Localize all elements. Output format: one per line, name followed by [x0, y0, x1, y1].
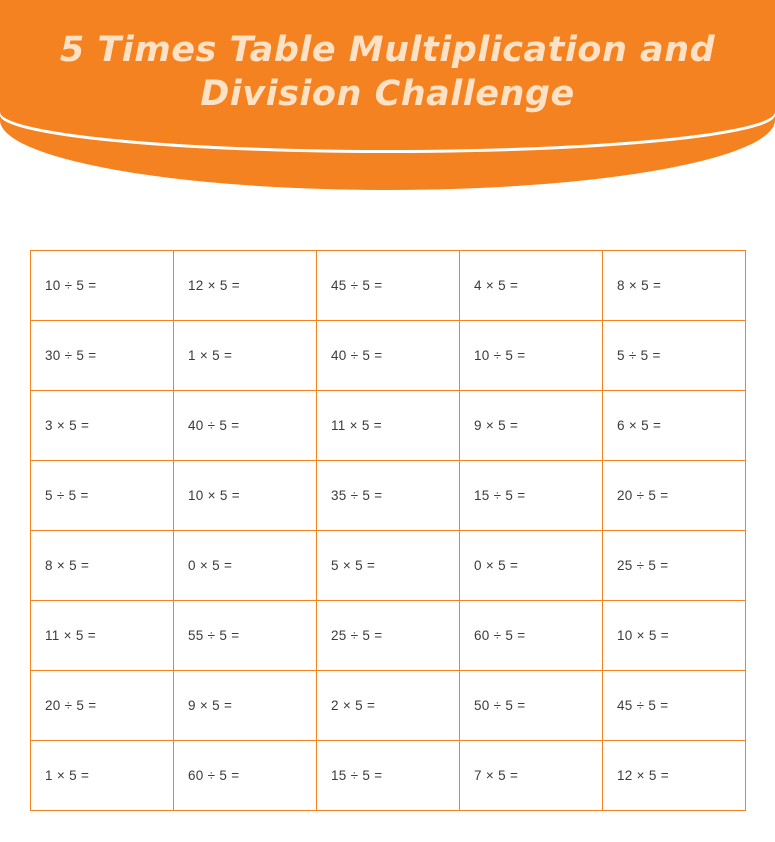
problem-cell[interactable]: 60 ÷ 5 =	[174, 741, 317, 811]
problem-cell[interactable]: 10 × 5 =	[174, 461, 317, 531]
problem-cell[interactable]: 45 ÷ 5 =	[603, 671, 746, 741]
problem-cell[interactable]: 35 ÷ 5 =	[317, 461, 460, 531]
problem-cell[interactable]: 8 × 5 =	[31, 531, 174, 601]
problem-cell[interactable]: 4 × 5 =	[460, 251, 603, 321]
problem-cell[interactable]: 11 × 5 =	[31, 601, 174, 671]
problem-cell[interactable]: 60 ÷ 5 =	[460, 601, 603, 671]
page-title	[0, 28, 775, 116]
problem-cell[interactable]: 30 ÷ 5 =	[31, 321, 174, 391]
problem-cell[interactable]: 7 × 5 =	[460, 741, 603, 811]
problem-row	[31, 671, 746, 741]
problem-cell[interactable]: 8 × 5 =	[603, 251, 746, 321]
problem-cell[interactable]: 11 × 5 =	[317, 391, 460, 461]
problem-cell[interactable]: 15 ÷ 5 =	[317, 741, 460, 811]
problem-cell[interactable]: 6 × 5 =	[603, 391, 746, 461]
problem-cell[interactable]: 25 ÷ 5 =	[603, 531, 746, 601]
problem-cell[interactable]: 12 × 5 =	[603, 741, 746, 811]
problem-row	[31, 251, 746, 321]
problem-cell[interactable]: 45 ÷ 5 =	[317, 251, 460, 321]
problem-row	[31, 601, 746, 671]
problem-cell[interactable]: 1 × 5 =	[174, 321, 317, 391]
page-title-line-1: 5 Times Table Multiplication and	[59, 30, 716, 70]
problem-cell[interactable]: 5 × 5 =	[317, 531, 460, 601]
problem-cell[interactable]: 2 × 5 =	[317, 671, 460, 741]
problem-cell[interactable]: 0 × 5 =	[174, 531, 317, 601]
problem-cell[interactable]: 5 ÷ 5 =	[31, 461, 174, 531]
problem-grid	[30, 250, 746, 811]
problem-row	[31, 531, 746, 601]
problem-row	[31, 321, 746, 391]
problem-cell[interactable]: 55 ÷ 5 =	[174, 601, 317, 671]
problem-cell[interactable]: 50 ÷ 5 =	[460, 671, 603, 741]
problem-cell[interactable]: 40 ÷ 5 =	[317, 321, 460, 391]
header-banner	[0, 0, 775, 190]
problem-row	[31, 461, 746, 531]
problem-cell[interactable]: 10 × 5 =	[603, 601, 746, 671]
problem-row	[31, 391, 746, 461]
problem-cell[interactable]: 20 ÷ 5 =	[603, 461, 746, 531]
page-title-line-2: Division Challenge	[200, 74, 575, 114]
problem-cell[interactable]: 10 ÷ 5 =	[460, 321, 603, 391]
problem-cell[interactable]: 15 ÷ 5 =	[460, 461, 603, 531]
problem-cell[interactable]: 9 × 5 =	[174, 671, 317, 741]
problem-cell[interactable]: 12 × 5 =	[174, 251, 317, 321]
problem-cell[interactable]: 25 ÷ 5 =	[317, 601, 460, 671]
problem-cell[interactable]: 9 × 5 =	[460, 391, 603, 461]
problem-cell[interactable]: 0 × 5 =	[460, 531, 603, 601]
problem-cell[interactable]: 20 ÷ 5 =	[31, 671, 174, 741]
problem-cell[interactable]: 5 ÷ 5 =	[603, 321, 746, 391]
problem-cell[interactable]: 40 ÷ 5 =	[174, 391, 317, 461]
problem-cell[interactable]: 1 × 5 =	[31, 741, 174, 811]
problem-cell[interactable]: 10 ÷ 5 =	[31, 251, 174, 321]
problem-row	[31, 741, 746, 811]
problem-cell[interactable]: 3 × 5 =	[31, 391, 174, 461]
